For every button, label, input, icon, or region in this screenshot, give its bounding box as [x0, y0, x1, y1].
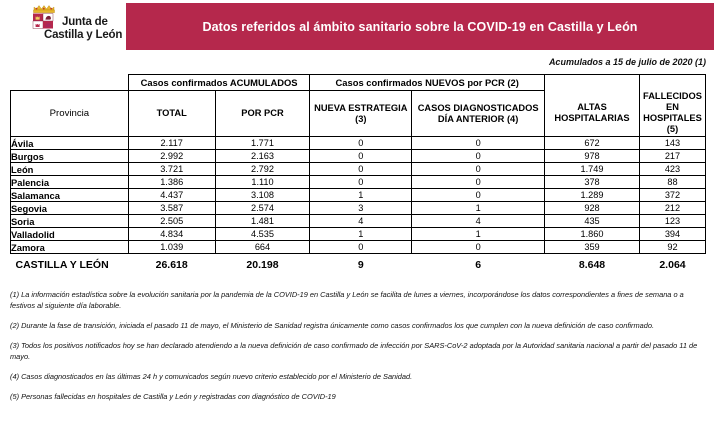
cell-fallecidos: 372 [639, 189, 705, 202]
cell-casos-dia-anterior: 0 [412, 189, 545, 202]
brand-text [44, 16, 123, 41]
cell-altas: 978 [545, 150, 640, 163]
cell-fallecidos: 217 [639, 150, 705, 163]
total-altas: 8.648 [578, 259, 606, 271]
cell-provincia: Soria [11, 215, 129, 228]
cell-casos-dia-anterior: 0 [412, 150, 545, 163]
cell-altas: 1.749 [545, 163, 640, 176]
cell-casos-dia-anterior: 0 [412, 176, 545, 189]
cell-por-pcr: 4.535 [215, 228, 310, 241]
cell-nueva-estrategia: 0 [310, 150, 412, 163]
total-por-pcr: 20.198 [246, 259, 279, 271]
cell-total: 2.117 [128, 137, 215, 150]
cell-casos-dia-anterior: 4 [412, 215, 545, 228]
header-spacer-fallecidos [639, 75, 705, 91]
cell-provincia: Valladolid [11, 228, 129, 241]
cell-total: 3.721 [128, 163, 215, 176]
cell-altas: 672 [545, 137, 640, 150]
cell-total: 1.386 [128, 176, 215, 189]
table-group-header-row [11, 75, 706, 91]
table-row [11, 163, 706, 176]
column-header-provincia: Provincia [11, 91, 129, 137]
table-footer [11, 254, 706, 275]
cell-casos-dia-anterior: 0 [412, 137, 545, 150]
cell-nueva-estrategia: 0 [310, 137, 412, 150]
cell-total: 4.437 [128, 189, 215, 202]
brand-line-2: Castilla y León [44, 28, 123, 41]
cell-total: 4.834 [128, 228, 215, 241]
table-row [11, 215, 706, 228]
footnote-1: (1) La información estadística sobre la evolución sanitaria por la pandemia de la COVID-19 en Castilla y León se facilita de lunes a viernes, incorporándose los datos correspondientes a fines de semana o a festivos al siguiente día laborable. [10, 290, 684, 310]
cell-nueva-estrategia: 1 [310, 228, 412, 241]
footnote-3: (3) Todos los positivos notificados hoy se han declarado atendiendo a la nueva definición de caso confirmado de infección por SARS-CoV-2 adoptada por la Autoridad sanitaria nacional a partir del pasado 11 de mayo. [10, 341, 698, 361]
column-header-nueva-estrategia: NUEVA ESTRATEGIA (3) [310, 91, 412, 137]
total-casos-dia-anterior: 6 [475, 259, 482, 271]
table-total-row [11, 254, 706, 275]
cell-nueva-estrategia: 1 [310, 189, 412, 202]
covid-data-table [10, 74, 706, 274]
cell-altas: 1.289 [545, 189, 640, 202]
header-spacer [11, 75, 129, 91]
cell-provincia: Segovia [11, 202, 129, 215]
cell-provincia: Ávila [11, 137, 129, 150]
footnote-5: (5) Personas fallecidas en hospitales de Castilla y León y registradas con diagnóstico de COVID-19 [10, 392, 336, 401]
brand-line-1: Junta de [62, 16, 108, 28]
cell-provincia: Salamanca [11, 189, 129, 202]
brand-logo [10, 2, 126, 50]
table-row [11, 176, 706, 189]
cell-fallecidos: 143 [639, 137, 705, 150]
group-header-nuevos: Casos confirmados NUEVOS por PCR (2) [310, 75, 545, 91]
table-row [11, 189, 706, 202]
table-row [11, 241, 706, 254]
table-row [11, 137, 706, 150]
table-body [11, 137, 706, 254]
footnote-4: (4) Casos diagnosticados en las últimas 24 h y comunicados según nuevo criterio establecido por el Ministerio de Sanidad. [10, 372, 413, 381]
cell-provincia: Zamora [11, 241, 129, 254]
cell-nueva-estrategia: 4 [310, 215, 412, 228]
page-title: Datos referidos al ámbito sanitario sobre la COVID-19 en Castilla y León [202, 19, 638, 34]
cell-por-pcr: 2.792 [215, 163, 310, 176]
cell-provincia: León [11, 163, 129, 176]
cell-por-pcr: 1.110 [215, 176, 310, 189]
cell-por-pcr: 1.771 [215, 137, 310, 150]
cell-provincia: Burgos [11, 150, 129, 163]
cell-fallecidos: 423 [639, 163, 705, 176]
column-header-casos-dia-anterior: CASOS DIAGNOSTICADOS DÍA ANTERIOR (4) [412, 91, 545, 137]
table-column-header-row [11, 91, 706, 137]
cell-nueva-estrategia: 0 [310, 241, 412, 254]
cell-por-pcr: 664 [215, 241, 310, 254]
cell-nueva-estrategia: 3 [310, 202, 412, 215]
group-header-acumulados: Casos confirmados ACUMULADOS [128, 75, 310, 91]
title-banner [126, 3, 714, 50]
cell-total: 1.039 [128, 241, 215, 254]
column-header-total: TOTAL [128, 91, 215, 137]
total-fallecidos: 2.064 [659, 259, 686, 271]
cell-total: 3.587 [128, 202, 215, 215]
footnotes-section [10, 289, 704, 411]
cell-altas: 435 [545, 215, 640, 228]
cell-fallecidos: 92 [639, 241, 705, 254]
column-header-por-pcr: POR PCR [215, 91, 310, 137]
cell-casos-dia-anterior: 1 [412, 228, 545, 241]
cell-casos-dia-anterior: 0 [412, 163, 545, 176]
accumulated-date-note: Acumulados a 15 de julio de 2020 (1) [548, 57, 706, 67]
cell-altas: 359 [545, 241, 640, 254]
table-header [11, 75, 706, 137]
cell-por-pcr: 2.574 [215, 202, 310, 215]
cell-altas: 928 [545, 202, 640, 215]
table-row [11, 202, 706, 215]
column-header-fallecidos: FALLECIDOS EN HOSPITALES (5) [639, 91, 705, 137]
cell-por-pcr: 1.481 [215, 215, 310, 228]
cell-nueva-estrategia: 0 [310, 163, 412, 176]
footnote-2: (2) Durante la fase de transición, iniciada el pasado 11 de mayo, el Ministerio de Sanidad registra únicamente como casos confirmados los que cumplen con la nueva definición de caso confirmado. [10, 321, 655, 330]
cell-casos-dia-anterior: 0 [412, 241, 545, 254]
header-spacer-altas [545, 75, 640, 91]
cell-fallecidos: 123 [639, 215, 705, 228]
cell-altas: 378 [545, 176, 640, 189]
total-nueva-estrategia: 9 [357, 259, 364, 271]
cell-total: 2.505 [128, 215, 215, 228]
cell-fallecidos: 88 [639, 176, 705, 189]
total-total: 26.618 [155, 259, 188, 271]
cell-fallecidos: 394 [639, 228, 705, 241]
total-label: CASTILLA Y LEÓN [15, 259, 109, 271]
cell-nueva-estrategia: 0 [310, 176, 412, 189]
cell-fallecidos: 212 [639, 202, 705, 215]
cell-por-pcr: 2.163 [215, 150, 310, 163]
table-row [11, 228, 706, 241]
cell-total: 2.992 [128, 150, 215, 163]
table-row [11, 150, 706, 163]
cell-por-pcr: 3.108 [215, 189, 310, 202]
cell-altas: 1.860 [545, 228, 640, 241]
cell-provincia: Palencia [11, 176, 129, 189]
cell-casos-dia-anterior: 1 [412, 202, 545, 215]
page-header [0, 0, 714, 52]
column-header-altas: ALTAS HOSPITALARIAS [545, 91, 640, 137]
